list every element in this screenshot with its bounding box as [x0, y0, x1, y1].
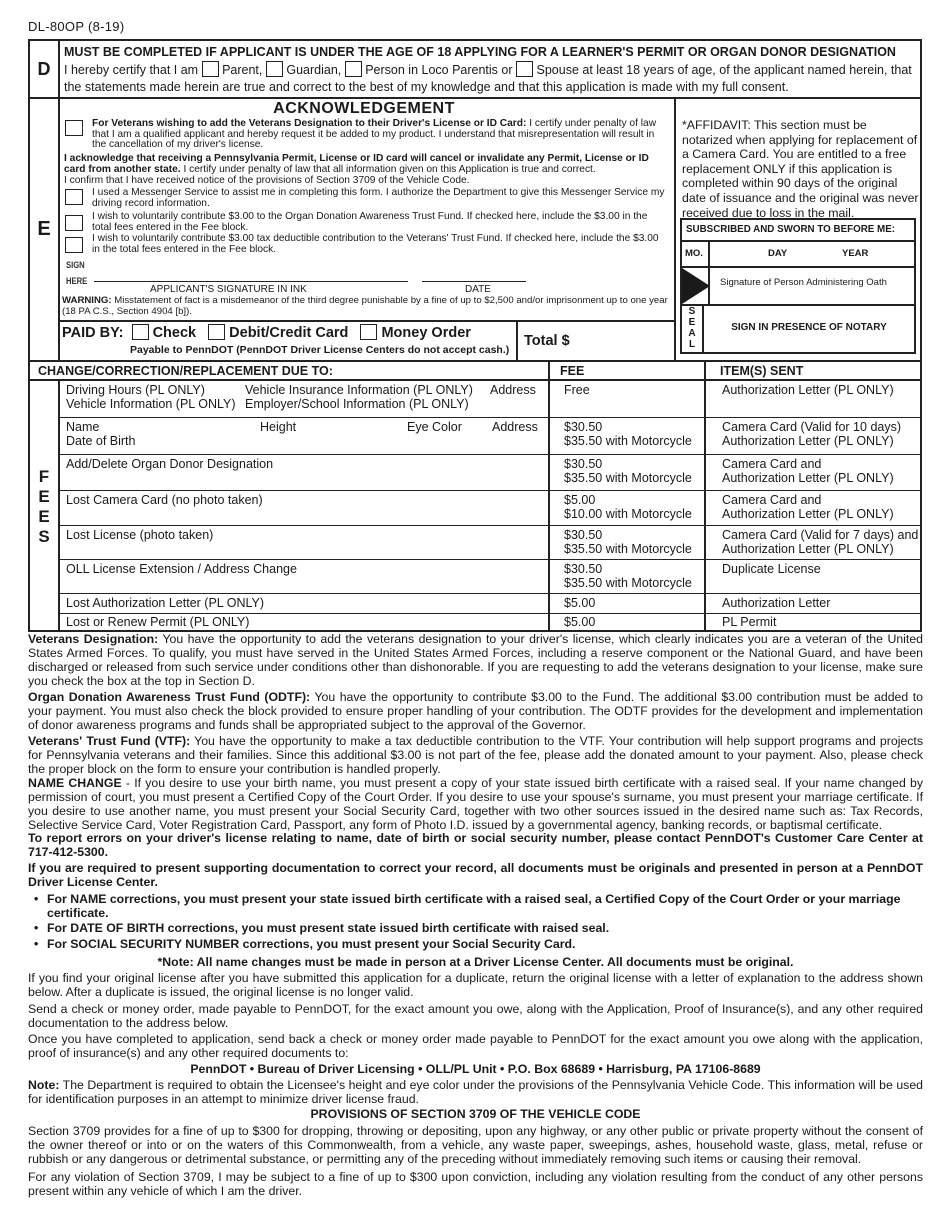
fee-header: FEE [550, 362, 706, 381]
table-row: Lost License (photo taken) $30.50 $35.50 with Motorcycle Camera Card (Valid for 7 days) and Authorization Letter (PL ONLY) [60, 526, 922, 560]
mailing-address: PennDOT • Bureau of Driver Licensing • OLL/PL Unit • P.O. Box 68689 • Harrisburg, PA 17106-8689 [190, 1062, 761, 1076]
ack-3709-text: I confirm that I have received notice of the provisions of Section 3709 of the Vehicle Code. [64, 175, 470, 186]
date-label: DATE [465, 284, 491, 295]
veterans-checkbox[interactable] [65, 120, 83, 136]
section-d-heading: MUST BE COMPLETED IF APPLICANT IS UNDER THE AGE OF 18 APPLYING FOR A LEARNER'S PERMIT OR ORGAN DONOR DESIGNATION [64, 45, 896, 59]
sign-here-tab: SIGN HERE [66, 260, 88, 286]
provisions-heading: PROVISIONS OF SECTION 3709 OF THE VEHICLE CODE [310, 1107, 641, 1121]
once-completed-info: Once you have completed to application, send back a check or money order made payable to PennDOT for the exact amount you owe along with the application, proof of insurance(s) and any other required documents to: [28, 1032, 923, 1061]
messenger-checkbox[interactable] [65, 189, 83, 205]
provisions-text-2: For any violation of Section 3709, I may be subject to a fine of up to $300 upon conviction, including any violation resulting from the conduct of any other persons present within any vehicle of which I am the driver. [28, 1170, 923, 1199]
name-change-info: NAME CHANGE - If you desire to use your birth name, you must present a copy of your state issued birth certificate with a raised seal. If your name changed by permission of court, you must present a Certified Copy of the Court Order. If you desire to use your spouse's surname, you must present your marriage certificate. If you desire to use another name, you must present your Social Security Card, together with two other sources issued in the desired name such as: Tax Records, Selective Service Card, Voter Registration Card, Passport, any form of Photo I.D. issued by a governmental agency, banking records, or baptismal certificate. [28, 776, 923, 833]
table-row: Driving Hours (PL ONLY) Vehicle Insurance Information (PL ONLY) Address Vehicle Information (PL ONLY) Employer/School Information (PL ONLY) Free Authorization Letter (PL ONLY) [60, 381, 922, 418]
report-errors: To report errors on your driver's license relating to name, date of birth or social security number, please contact PennDOT's Customer Care Center at 717-412-5300. [28, 831, 923, 860]
items-header: ITEM(S) SENT [706, 362, 920, 381]
parent-checkbox[interactable] [202, 61, 219, 77]
payable-note: Payable to PennDOT (PennDOT Driver License Centers do not accept cash.) [130, 344, 510, 356]
acknowledgement-title: ACKNOWLEDGEMENT [273, 100, 455, 117]
section-e [28, 98, 922, 362]
organ-donation-text: I wish to voluntarily contribute $3.00 to the Organ Donation Awareness Trust Fund. If checked here, include the $3.00 in the total fees entered in the Fee block. [92, 211, 648, 233]
section-d-certify: I hereby certify that I am Parent, Guardian, Person in Loco Parentis or Spouse at least 18 years of age, of the applicant named herein, that [64, 63, 912, 77]
table-row: OLL License Extension / Address Change $30.50 $35.50 with Motorcycle Duplicate License [60, 560, 922, 594]
messenger-text: I used a Messenger Service to assist me in completing this form. I authorize the Department to give this Messenger Service my driving record information. [92, 187, 665, 209]
fees-letter: F E E S [30, 381, 60, 632]
section-d-tail: the statements made herein are true and correct to the best of my knowledge and that this application is made with my full consent. [64, 80, 789, 94]
required-docs: If you are required to present supporting documentation to correct your record, all documents must be originals and presented in person at a PennDOT Driver License Center. [28, 861, 923, 890]
check-label: Check [152, 325, 197, 341]
table-row: Lost Camera Card (no photo taken) $5.00 $10.00 with Motorcycle Camera Card and Authorization Letter (PL ONLY) [60, 491, 922, 526]
vtf-info: Veterans' Trust Fund (VTF): You have the opportunity to make a tax deductible contribution to the VTF. Your contribution will help support programs and projects for Pennsylvania veterans and their families. Since this additional $3.00 is not part of the fee, please add the donated amount to your payment. Also, please check the proper block on the form to ensure your contribution is handled properly. [28, 734, 923, 777]
table-row: Add/Delete Organ Donor Designation $30.50 $35.50 with Motorcycle Camera Card and Authorization Letter (PL ONLY) [60, 455, 922, 491]
section-d [28, 39, 922, 99]
table-row: Lost or Renew Permit (PL ONLY) $5.00 PL Permit [66, 615, 777, 629]
provisions-text-1: Section 3709 provides for a fine of up to $300 for dropping, throwing or depositing, upon any highway, or any other public or private property without the consent of the owner thereof or into or on the waters of this Commonwealth, from a vehicle, any waste paper, sweepings, ashes, household waste, glass, metal, refuse or rubbish or any dangerous or detrimental substance, or permitting any of the preceding without immediately removing such items or causing their removal. [28, 1124, 923, 1167]
paid-by-row [60, 320, 674, 360]
seal-label: S E A L [682, 304, 704, 352]
year-label: YEAR [842, 248, 869, 259]
original-license-info: If you find your original license after you have submitted this application for a duplicate, return the original license with a letter of explanation to the address shown below. After a duplicate is issued, the original license is no longer valid. [28, 971, 923, 1000]
height-eye-note: Note: The Department is required to obtain the Licensee's height and eye color under the provisions of the Pennsylvania Vehicle Code. This information will be used for identification purposes in an attempt to minimize driver license fraud. [28, 1078, 923, 1107]
send-payment-info: Send a check or money order, made payable to PennDOT, for the exact amount you owe, along with the Application, Proof of Insurance(s), and any other required documentation to the address below. [28, 1002, 923, 1031]
month-label: MO. [682, 242, 710, 266]
vtf-text: I wish to voluntarily contribute $3.00 tax deductible contribution to the Veterans' Trust Fund. If checked here, include the $3.00 in the total fees entered in the Fee block. [92, 233, 659, 255]
money-order-label: Money Order [381, 325, 471, 341]
signature-label: APPLICANT'S SIGNATURE IN INK [150, 284, 307, 295]
organ-donation-checkbox[interactable] [65, 215, 83, 231]
day-label: DAY [768, 248, 788, 259]
list-item: • For SOCIAL SECURITY NUMBER corrections, you must present your Social Security Card. [34, 937, 914, 951]
form-code: DL-80OP (8-19) [28, 19, 125, 34]
loco-parentis-checkbox[interactable] [345, 61, 362, 77]
name-change-note: *Note: All name changes must be made in person at a Driver License Center. All documents must be original. [157, 955, 794, 969]
guardian-checkbox[interactable] [266, 61, 283, 77]
odtf-info: Organ Donation Awareness Trust Fund (ODTF): You have the opportunity to contribute $3.00 to the Fund. The additional $3.00 contribution must be added to your payment. You must also check the block provided to ensure proper handling of your contribution. The ODTF provides for the development and implementation of donor awareness programs and funds shall be appropriated subject to the approval of the Governor. [28, 690, 923, 733]
notary-box [680, 218, 916, 354]
list-item: • For DATE OF BIRTH corrections, you must present state issued birth certificate with raised seal. [34, 921, 914, 935]
section-d-letter: D [30, 41, 60, 97]
acknowledge-text: I acknowledge that receiving a Pennsylvania Permit, License or ID card will cancel or invalidate any Permit, License or ID card from another state. I certify under penalty of law that all information given on this Application is true and correct. [64, 153, 649, 175]
sign-arrow-icon [682, 268, 710, 304]
section-e-letter: E [30, 98, 60, 360]
veterans-text: For Veterans wishing to add the Veterans Designation to their Driver's License or ID Card: I certify under penalty of law that I am a qualified applicant and hereby request it be added to my product. I understand that misrepresentation will result in the cancellation of my driver's license. [92, 118, 657, 151]
change-header: CHANGE/CORRECTION/REPLACEMENT DUE TO: [30, 362, 550, 381]
check-checkbox[interactable] [132, 324, 149, 340]
list-item: • For NAME corrections, you must present your state issued birth certificate with a raised seal, a Certified Copy of the Court Order or your marriage certificate. [34, 892, 914, 920]
card-label: Debit/Credit Card [229, 325, 349, 341]
affidavit-text: *AFFIDAVIT: This section must be notarized when applying for replacement of a Camera Card. You are entitled to a free replacement ONLY if this application is completed within 90 days of the original date of issuance and the original was never received due to loss in the mail. [682, 118, 919, 220]
affidavit-panel [674, 98, 922, 360]
oath-signature-label: Signature of Person Administering Oath [720, 277, 887, 288]
table-row: Name Height Eye Color Address Date of Birth $30.50 $35.50 with Motorcycle Camera Card (Valid for 10 days) Authorization Letter (PL ONLY) [60, 418, 922, 455]
veterans-designation-info: Veterans Designation: You have the opportunity to add the veterans designation to your driver's license, which clearly indicates you are a veteran of the United States Armed Forces. To qualify, you must have served in the United States Armed Forces, including a reserve component or the National Guard, and have been discharged or released from such service under conditions other than dishonorable. If you are requesting to add the veterans designation to your license, make sure you check the box at the top in Section D. [28, 632, 923, 689]
vtf-checkbox[interactable] [65, 237, 83, 253]
date-line[interactable] [422, 281, 526, 282]
notary-label: SIGN IN PRESENCE OF NOTARY [731, 322, 887, 333]
spouse-checkbox[interactable] [516, 61, 533, 77]
card-checkbox[interactable] [208, 324, 225, 340]
total-label: Total $ [524, 333, 570, 349]
money-order-checkbox[interactable] [360, 324, 377, 340]
warning-text: WARNING: Misstatement of fact is a misdemeanor of the third degree punishable by a fine of up to $2,500 and/or imprisonment up to one year (18 PA C.S., Section 4904 [b]). [62, 295, 668, 317]
paid-by-label: PAID BY: [62, 325, 124, 341]
fees-table [28, 360, 922, 632]
table-row: Lost Authorization Letter (PL ONLY) $5.00 Authorization Letter [60, 594, 922, 614]
signature-line[interactable] [94, 281, 408, 282]
sworn-label: SUBSCRIBED AND SWORN TO BEFORE ME: [682, 220, 914, 242]
